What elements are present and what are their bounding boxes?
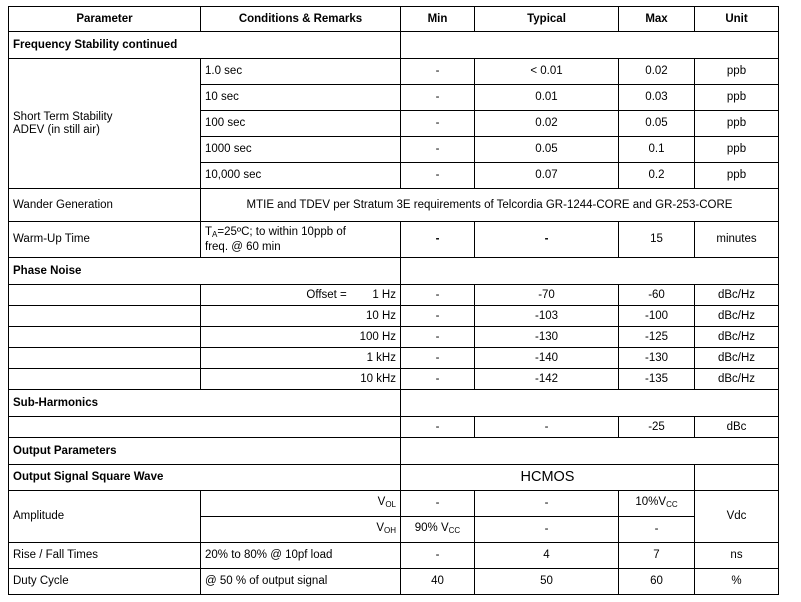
table-row bbox=[9, 417, 779, 438]
typical-cell: - bbox=[475, 222, 619, 258]
section-title-sub-harmonics: Sub-Harmonics bbox=[9, 390, 401, 417]
wander-generation-text: MTIE and TDEV per Stratum 3E requirements of Telcordia GR-1244-CORE and GR-253-CORE bbox=[201, 189, 779, 222]
offset-value: 10 kHz bbox=[201, 369, 401, 390]
duty-cycle-cond: @ 50 % of output signal bbox=[201, 569, 401, 595]
unit-cell: ppb bbox=[695, 163, 779, 189]
section-row-phase-noise bbox=[9, 258, 779, 285]
header-conditions: Conditions & Remarks bbox=[201, 7, 401, 32]
voh-min-subscript: CC bbox=[448, 526, 461, 535]
amplitude-vol-row bbox=[9, 491, 779, 517]
vol-max-subscript: CC bbox=[666, 500, 678, 509]
warm-up-row bbox=[9, 222, 779, 258]
warm-up-cond-text: =25ºC; to within 10ppb of bbox=[217, 225, 346, 238]
min-cell: - bbox=[401, 163, 475, 189]
min-cell: - bbox=[401, 306, 475, 327]
min-cell: - bbox=[401, 222, 475, 258]
temp-symbol: T bbox=[205, 225, 213, 238]
section-row-sub-harmonics bbox=[9, 390, 779, 417]
section-row-frequency-stability bbox=[9, 32, 779, 59]
duty-cycle-label: Duty Cycle bbox=[9, 569, 201, 595]
header-max: Max bbox=[619, 7, 695, 32]
voh-min-value: 90% V bbox=[414, 522, 449, 534]
max-cell: -130 bbox=[619, 348, 695, 369]
section-blank bbox=[401, 390, 779, 417]
typical-cell: 0.07 bbox=[475, 163, 619, 189]
section-blank bbox=[401, 438, 779, 465]
duty-cycle-row bbox=[9, 569, 779, 595]
typical-cell: -70 bbox=[475, 285, 619, 306]
blank-cell bbox=[9, 306, 201, 327]
max-cell: 15 bbox=[619, 222, 695, 258]
unit-cell: dBc/Hz bbox=[695, 348, 779, 369]
blank-cell bbox=[9, 327, 201, 348]
min-cell: - bbox=[401, 369, 475, 390]
rise-fall-label: Rise / Fall Times bbox=[9, 543, 201, 569]
temp-subscript: A bbox=[212, 229, 218, 239]
amplitude-unit: Vdc bbox=[695, 491, 779, 543]
min-cell: - bbox=[401, 59, 475, 85]
offset-value: 1 Hz bbox=[372, 288, 396, 301]
output-signal-row bbox=[9, 465, 779, 491]
table-row bbox=[9, 306, 779, 327]
vol-max-value: 10%V bbox=[635, 496, 667, 508]
max-cell: -60 bbox=[619, 285, 695, 306]
section-title-output-parameters: Output Parameters bbox=[9, 438, 401, 465]
cond-cell: 100 sec bbox=[201, 111, 401, 137]
unit-cell: ppb bbox=[695, 59, 779, 85]
unit-cell: ppb bbox=[695, 111, 779, 137]
max-cell: - bbox=[619, 517, 695, 543]
cond-cell: 10 sec bbox=[201, 85, 401, 111]
offset-value: 100 Hz bbox=[201, 327, 401, 348]
short-term-label-line2: ADEV (in still air) bbox=[13, 123, 100, 136]
unit-cell: dBc/Hz bbox=[695, 369, 779, 390]
spec-table bbox=[8, 6, 779, 595]
typical-cell: -103 bbox=[475, 306, 619, 327]
min-cell: - bbox=[401, 327, 475, 348]
typical-cell: -130 bbox=[475, 327, 619, 348]
max-cell: -100 bbox=[619, 306, 695, 327]
max-cell: -125 bbox=[619, 327, 695, 348]
short-term-stability-label bbox=[9, 59, 201, 189]
typical-cell: 0.02 bbox=[475, 111, 619, 137]
blank-cell bbox=[9, 369, 201, 390]
blank-cell bbox=[9, 417, 401, 438]
warm-up-label: Warm-Up Time bbox=[9, 222, 201, 258]
min-cell bbox=[401, 517, 475, 543]
vol-label bbox=[201, 491, 401, 517]
max-cell: 0.1 bbox=[619, 137, 695, 163]
wander-generation-label: Wander Generation bbox=[9, 189, 201, 222]
max-cell: -135 bbox=[619, 369, 695, 390]
table-row bbox=[9, 59, 779, 85]
max-cell: 0.02 bbox=[619, 59, 695, 85]
min-cell: - bbox=[401, 85, 475, 111]
min-cell: - bbox=[401, 491, 475, 517]
header-parameter: Parameter bbox=[9, 7, 201, 32]
rise-fall-cond: 20% to 80% @ 10pf load bbox=[201, 543, 401, 569]
typical-cell: -140 bbox=[475, 348, 619, 369]
min-cell: - bbox=[401, 111, 475, 137]
section-blank bbox=[401, 32, 779, 59]
warm-up-condition bbox=[201, 222, 401, 258]
min-cell: - bbox=[401, 285, 475, 306]
typical-cell: -142 bbox=[475, 369, 619, 390]
unit-cell: minutes bbox=[695, 222, 779, 258]
voh-label bbox=[201, 517, 401, 543]
typical-cell: < 0.01 bbox=[475, 59, 619, 85]
vol-subscript: OL bbox=[385, 500, 396, 509]
min-cell: 40 bbox=[401, 569, 475, 595]
typical-cell: 4 bbox=[475, 543, 619, 569]
blank-cell bbox=[9, 285, 201, 306]
warm-up-cond-line2: freq. @ 60 min bbox=[205, 240, 281, 253]
voh-symbol: V bbox=[376, 522, 384, 534]
unit-cell: ppb bbox=[695, 137, 779, 163]
max-cell: 0.05 bbox=[619, 111, 695, 137]
vol-symbol: V bbox=[377, 496, 386, 508]
unit-cell: dBc bbox=[695, 417, 779, 438]
unit-cell: dBc/Hz bbox=[695, 285, 779, 306]
output-signal-type: HCMOS bbox=[401, 465, 695, 491]
header-row bbox=[9, 7, 779, 32]
amplitude-label: Amplitude bbox=[9, 491, 201, 543]
offset-value: 10 Hz bbox=[201, 306, 401, 327]
offset-cell bbox=[201, 285, 401, 306]
short-term-label-line1: Short Term Stability bbox=[13, 110, 113, 123]
min-cell: - bbox=[401, 543, 475, 569]
cond-cell: 10,000 sec bbox=[201, 163, 401, 189]
max-cell: 60 bbox=[619, 569, 695, 595]
rise-fall-row bbox=[9, 543, 779, 569]
typical-cell: 50 bbox=[475, 569, 619, 595]
header-min: Min bbox=[401, 7, 475, 32]
section-blank bbox=[401, 258, 779, 285]
table-row bbox=[9, 327, 779, 348]
header-unit: Unit bbox=[695, 7, 779, 32]
section-row-output-parameters bbox=[9, 438, 779, 465]
unit-cell: dBc/Hz bbox=[695, 327, 779, 348]
min-cell: - bbox=[401, 348, 475, 369]
unit-cell: dBc/Hz bbox=[695, 306, 779, 327]
table-row bbox=[9, 369, 779, 390]
offset-value: 1 kHz bbox=[201, 348, 401, 369]
header-typical: Typical bbox=[475, 7, 619, 32]
max-cell: -25 bbox=[619, 417, 695, 438]
unit-cell: ppb bbox=[695, 85, 779, 111]
offset-label: Offset = bbox=[306, 288, 347, 301]
max-cell: 0.03 bbox=[619, 85, 695, 111]
blank-cell bbox=[9, 348, 201, 369]
unit-cell: % bbox=[695, 569, 779, 595]
cond-cell: 1000 sec bbox=[201, 137, 401, 163]
min-cell: - bbox=[401, 417, 475, 438]
typical-cell: - bbox=[475, 491, 619, 517]
max-cell: 7 bbox=[619, 543, 695, 569]
table-row bbox=[9, 285, 779, 306]
max-cell bbox=[619, 491, 695, 517]
cond-cell: 1.0 sec bbox=[201, 59, 401, 85]
typical-cell: 0.01 bbox=[475, 85, 619, 111]
typical-cell: - bbox=[475, 517, 619, 543]
typical-cell: - bbox=[475, 417, 619, 438]
voh-subscript: OH bbox=[384, 526, 396, 535]
wander-generation-row bbox=[9, 189, 779, 222]
max-cell: 0.2 bbox=[619, 163, 695, 189]
typical-cell: 0.05 bbox=[475, 137, 619, 163]
table-row bbox=[9, 348, 779, 369]
unit-cell: ns bbox=[695, 543, 779, 569]
section-title-phase-noise: Phase Noise bbox=[9, 258, 401, 285]
section-title-frequency-stability: Frequency Stability continued bbox=[9, 32, 401, 59]
min-cell: - bbox=[401, 137, 475, 163]
blank-cell bbox=[695, 465, 779, 491]
output-signal-label: Output Signal Square Wave bbox=[9, 465, 401, 491]
